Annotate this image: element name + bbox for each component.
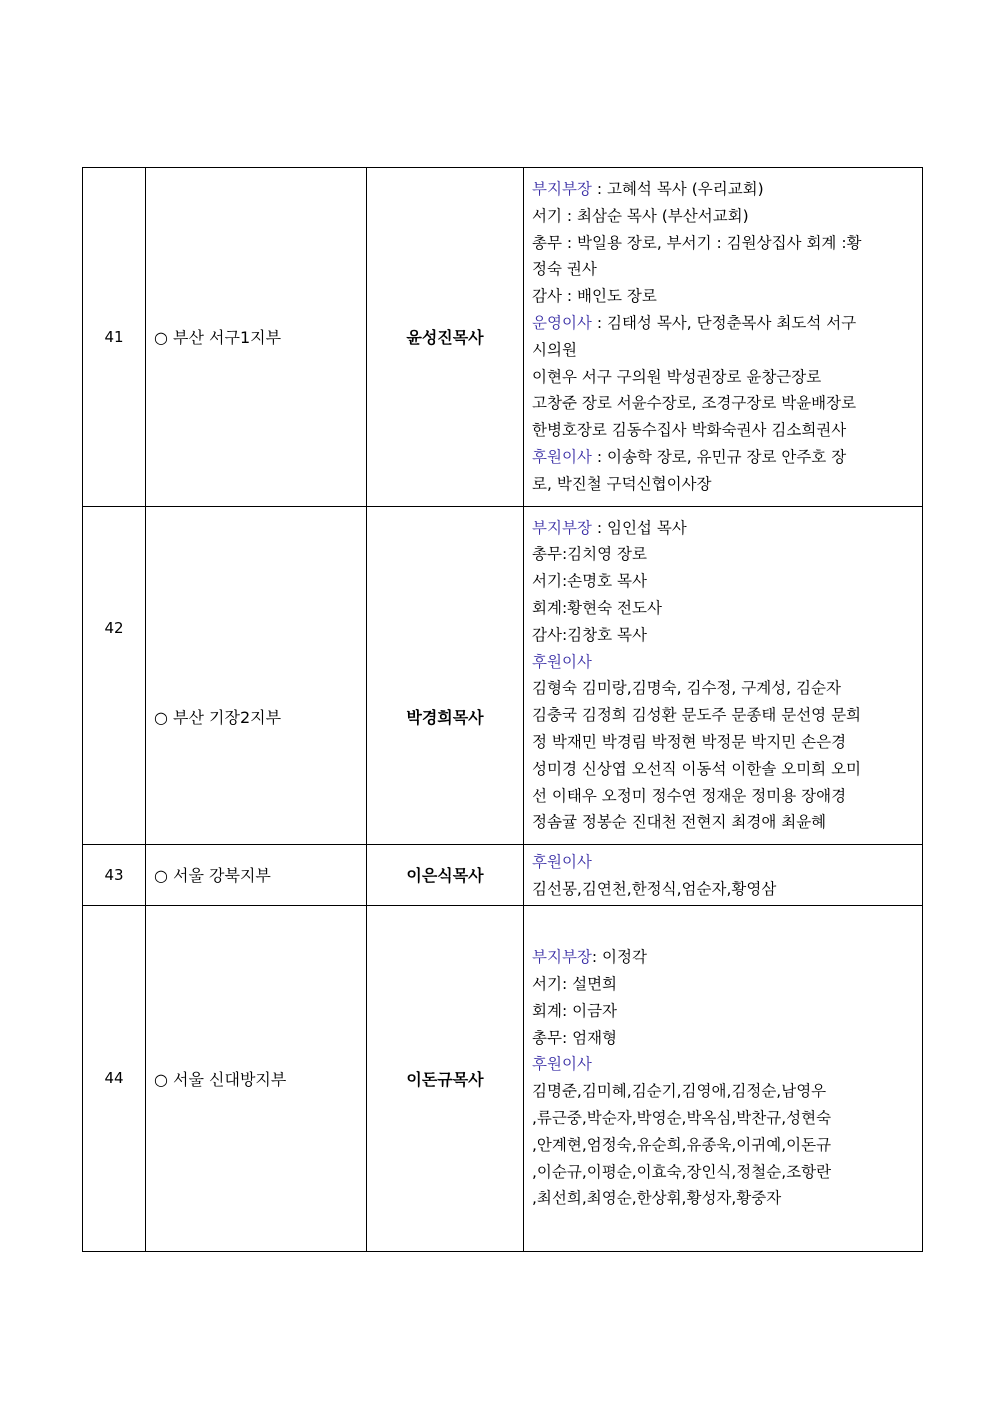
roster-body [83,168,923,1252]
detail-line [532,876,914,903]
officer-details [524,845,923,906]
detail-text: 선 이태우 오정미 정수연 정재운 정미용 장애경 [532,786,847,805]
role-label: 부지부장 [532,180,592,198]
detail-line [532,364,914,391]
role-label: 후원이사 [532,652,592,671]
detail-text: 김선몽,김연천,한정식,엄순자,황영삼 [532,879,777,898]
pastor-name: 윤성진목사 [367,168,524,507]
branch-name-text: ○ 부산 기장2지부 [154,707,282,727]
row-number: 44 [83,905,146,1251]
detail-line [532,783,914,810]
detail-text: 감사 : 배인도 장로 [532,287,657,306]
detail-line [532,756,914,783]
role-label: 후원이사 [532,853,592,872]
pastor-name [367,506,524,845]
officer-details [524,905,923,1251]
detail-text: 서기: 설면희 [532,975,618,994]
detail-line [532,675,914,702]
detail-text: 정 박재민 박경림 박정현 박정문 박지민 손은경 [532,732,847,751]
detail-line [532,1105,914,1132]
detail-line [532,515,914,542]
detail-line [532,417,914,444]
detail-text: : 고혜석 목사 (우리교회) [591,180,764,198]
row-number: 41 [83,168,146,507]
detail-line [532,310,914,337]
detail-text: 로, 박진철 구덕신협이사장 [532,474,712,493]
role-label: 운영이사 [532,313,592,332]
detail-text: 이현우 서구 구의원 박성권장로 윤창근장로 [532,367,822,386]
row-number-text: 42 [104,619,124,638]
detail-text: 총무:김치영 장로 [532,545,647,564]
detail-text: 성미경 신상엽 오선직 이동석 이한솔 오미희 오미 [532,759,862,778]
detail-text: : 이정각 [591,948,647,967]
detail-line [532,568,914,595]
detail-text: 서기:손명호 목사 [532,572,647,591]
detail-text: 김형숙 김미랑,김명숙, 김수정, 구계성, 김순자 [532,679,841,698]
pastor-name-text: 박경희목사 [406,707,484,727]
detail-line [532,1051,914,1078]
role-label: 후원이사 [532,1055,592,1074]
branch-roster-table [82,167,923,1252]
detail-line [532,729,914,756]
detail-text: 회계:황현숙 전도사 [532,598,662,617]
detail-text: 김명준,김미혜,김순기,김영애,김정순,남영우 [532,1082,827,1101]
branch-name: ○ 서울 강북지부 [146,845,367,906]
detail-text: : 임인섭 목사 [591,518,687,537]
detail-text: : 이송학 장로, 유민규 장로 안주호 장 [591,447,847,466]
detail-line [532,203,914,230]
detail-line [532,1159,914,1186]
officer-details [524,506,923,845]
detail-line [532,444,914,471]
detail-line [532,283,914,310]
role-label: 후원이사 [532,447,592,466]
detail-text: ,안계현,엄정숙,유순희,유종욱,이귀예,이돈규 [532,1135,832,1154]
detail-text: 총무: 엄재형 [532,1028,618,1047]
detail-text: 총무 : 박일용 장로, 부서기 : 김원상집사 회계 :황 [532,233,862,252]
table-row [83,168,923,507]
detail-line [532,702,914,729]
detail-line [532,849,914,876]
role-label: 부지부장 [532,948,592,967]
detail-line [532,176,914,203]
detail-line [532,471,914,498]
detail-line [532,622,914,649]
detail-line [532,337,914,364]
detail-line [532,809,914,836]
detail-text: ,이순규,이평순,이효숙,장인식,정철순,조항란 [532,1162,832,1181]
detail-line [532,230,914,257]
branch-name: ○ 서울 신대방지부 [146,905,367,1251]
detail-text: 서기 : 최삼순 목사 (부산서교회) [532,206,749,225]
detail-text: : 김태성 목사, 단정춘목사 최도석 서구 [591,313,857,332]
detail-text: 김충국 김정희 김성환 문도주 문종태 문선영 문희 [532,706,862,725]
officer-details [524,168,923,507]
detail-text: 정숙 권사 [532,260,597,279]
row-number [83,506,146,845]
detail-text: 정솜귤 정봉순 진대천 전현지 최경애 최윤혜 [532,813,827,832]
detail-text: 한병호장로 김동수집사 박화숙권사 김소희권사 [532,421,847,440]
table-row [83,905,923,1251]
detail-line [532,1078,914,1105]
detail-line [532,971,914,998]
role-label: 부지부장 [532,518,592,537]
row-number: 43 [83,845,146,906]
branch-name [146,506,367,845]
detail-text: 감사:김창호 목사 [532,625,647,644]
table-row [83,506,923,845]
table-row [83,845,923,906]
detail-text: 고창준 장로 서윤수장로, 조경구장로 박윤배장로 [532,394,857,413]
detail-line [532,256,914,283]
detail-line [532,649,914,676]
detail-text: ,류근중,박순자,박영순,박옥심,박찬규,성현숙 [532,1109,832,1128]
detail-text: ,최선희,최영순,한상휘,황성자,황중자 [532,1189,782,1208]
pastor-name: 이돈규목사 [367,905,524,1251]
pastor-name: 이은식목사 [367,845,524,906]
detail-line [532,1185,914,1212]
detail-line [532,541,914,568]
branch-name: ○ 부산 서구1지부 [146,168,367,507]
detail-text: 회계: 이금자 [532,1001,618,1020]
detail-line [532,1025,914,1052]
detail-line [532,944,914,971]
detail-line [532,390,914,417]
detail-text: 시의원 [532,340,577,359]
detail-line [532,998,914,1025]
detail-line [532,1132,914,1159]
detail-line [532,595,914,622]
